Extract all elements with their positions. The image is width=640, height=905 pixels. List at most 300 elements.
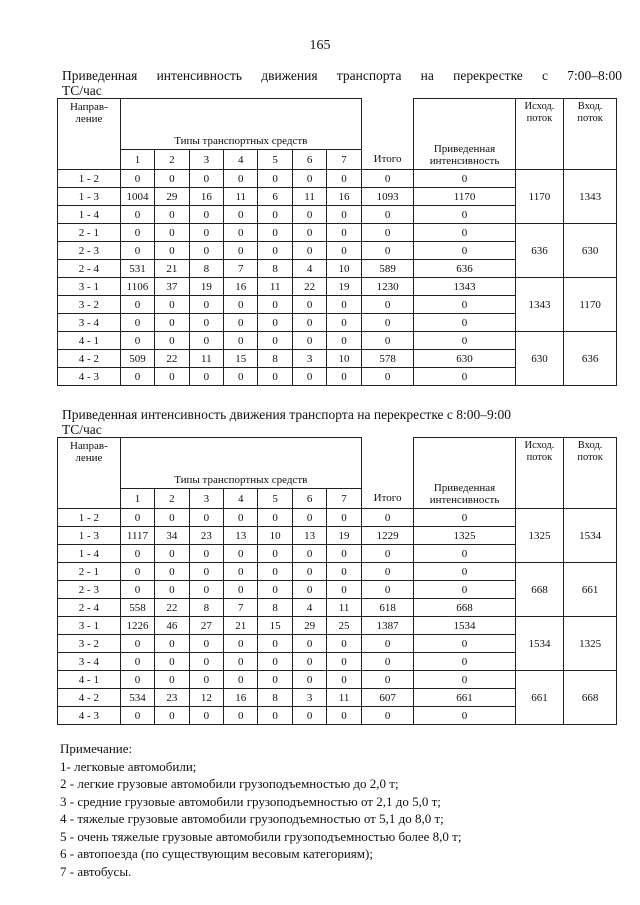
header-outflow-line: поток: [526, 113, 553, 124]
type-6-cell: 22: [292, 278, 326, 296]
reduced-cell: 0: [414, 635, 515, 653]
reduced-cell: 1170: [414, 188, 515, 206]
total-cell: 589: [361, 260, 414, 278]
type-3-cell: 8: [189, 260, 223, 278]
table-row: [58, 563, 617, 581]
type-1-cell: 1226: [120, 617, 154, 635]
direction-cell: 4 - 2: [58, 689, 121, 707]
type-3-cell: 0: [189, 242, 223, 260]
type-6-cell: 0: [292, 635, 326, 653]
type-2-cell: 0: [155, 314, 189, 332]
type-4-cell: 0: [224, 581, 258, 599]
type-6-cell: 0: [292, 509, 326, 527]
type-6-cell: 0: [292, 368, 326, 386]
inflow-cell: 636: [564, 332, 617, 386]
type-7-cell: 0: [327, 170, 361, 188]
header-inflow: [564, 99, 617, 170]
direction-cell: 4 - 3: [58, 368, 121, 386]
type-3-cell: 0: [189, 653, 223, 671]
outflow-cell: 1325: [515, 509, 564, 563]
reduced-cell: 668: [414, 599, 515, 617]
type-6-cell: 13: [292, 527, 326, 545]
total-cell: 0: [361, 581, 414, 599]
type-7-cell: 0: [327, 545, 361, 563]
note-item: 5 - очень тяжелые грузовые автомобили грузоподъемностью более 8,0 т;: [60, 828, 462, 844]
header-outflow-line: Исход.: [524, 101, 555, 112]
type-1-cell: 558: [120, 599, 154, 617]
total-cell: 618: [361, 599, 414, 617]
type-5-cell: 6: [258, 188, 292, 206]
table-row: [58, 224, 617, 242]
type-7-cell: 0: [327, 224, 361, 242]
type-4-cell: 0: [224, 314, 258, 332]
total-cell: 0: [361, 671, 414, 689]
direction-cell: 2 - 3: [58, 581, 121, 599]
header-type-6: 6: [292, 489, 326, 509]
type-2-cell: 0: [155, 368, 189, 386]
total-cell: 0: [361, 635, 414, 653]
type-7-cell: 0: [327, 653, 361, 671]
table-row: [58, 509, 617, 527]
note-item: 6 - автопоезда (по существующим весовым категориям);: [60, 846, 373, 861]
table-2-caption-line1: Приведенная интенсивность движения транспорта на перекрестке с 8:00–9:00: [62, 407, 512, 422]
type-5-cell: 0: [258, 314, 292, 332]
direction-cell: 2 - 4: [58, 260, 121, 278]
direction-cell: 1 - 4: [58, 545, 121, 563]
outflow-cell: 668: [515, 563, 564, 617]
header-type-1: 1: [120, 489, 154, 509]
inflow-cell: 1343: [564, 170, 617, 224]
type-5-cell: 15: [258, 617, 292, 635]
type-1-cell: 1106: [120, 278, 154, 296]
type-7-cell: 0: [327, 296, 361, 314]
type-5-cell: 8: [258, 350, 292, 368]
type-3-cell: 19: [189, 278, 223, 296]
outflow-cell: 1534: [515, 617, 564, 671]
type-5-cell: 0: [258, 206, 292, 224]
type-3-cell: 27: [189, 617, 223, 635]
reduced-cell: 1343: [414, 278, 515, 296]
type-3-cell: 0: [189, 224, 223, 242]
type-2-cell: 0: [155, 242, 189, 260]
direction-cell: 1 - 3: [58, 527, 121, 545]
direction-cell: 3 - 4: [58, 653, 121, 671]
type-4-cell: 11: [224, 188, 258, 206]
total-cell: 1229: [361, 527, 414, 545]
type-4-cell: 0: [224, 563, 258, 581]
type-1-cell: 0: [120, 332, 154, 350]
reduced-cell: 0: [414, 545, 515, 563]
header-direction-line: Направ-: [69, 440, 108, 452]
total-cell: 1230: [361, 278, 414, 296]
outflow-cell: 661: [515, 671, 564, 725]
type-5-cell: 10: [258, 527, 292, 545]
type-3-cell: 0: [189, 563, 223, 581]
type-2-cell: 0: [155, 224, 189, 242]
header-reduced-line: интенсивность: [429, 155, 500, 167]
type-1-cell: 0: [120, 296, 154, 314]
type-5-cell: 0: [258, 224, 292, 242]
type-4-cell: 0: [224, 653, 258, 671]
type-7-cell: 25: [327, 617, 361, 635]
header-reduced-line: Приведенная: [433, 143, 496, 155]
total-cell: 0: [361, 332, 414, 350]
type-7-cell: 0: [327, 206, 361, 224]
direction-cell: 4 - 2: [58, 350, 121, 368]
direction-cell: 3 - 1: [58, 617, 121, 635]
type-6-cell: 0: [292, 545, 326, 563]
type-2-cell: 37: [155, 278, 189, 296]
type-6-cell: 0: [292, 206, 326, 224]
type-6-cell: 0: [292, 242, 326, 260]
direction-cell: 2 - 3: [58, 242, 121, 260]
reduced-cell: 0: [414, 224, 515, 242]
direction-cell: 2 - 4: [58, 599, 121, 617]
type-1-cell: 0: [120, 224, 154, 242]
type-7-cell: 0: [327, 671, 361, 689]
inflow-cell: 630: [564, 224, 617, 278]
type-2-cell: 21: [155, 260, 189, 278]
total-cell: 0: [361, 206, 414, 224]
direction-cell: 3 - 4: [58, 314, 121, 332]
direction-cell: 1 - 3: [58, 188, 121, 206]
type-1-cell: 1004: [120, 188, 154, 206]
header-total-top: [361, 99, 414, 150]
header-type-7: 7: [327, 489, 361, 509]
type-3-cell: 0: [189, 509, 223, 527]
outflow-cell: 1170: [515, 170, 564, 224]
header-reduced: [414, 438, 515, 509]
notes-title: Примечание:: [60, 741, 133, 756]
type-5-cell: 0: [258, 242, 292, 260]
total-cell: 0: [361, 545, 414, 563]
total-cell: 0: [361, 707, 414, 725]
type-3-cell: 0: [189, 314, 223, 332]
header-type-5: 5: [258, 489, 292, 509]
type-1-cell: 0: [120, 635, 154, 653]
type-3-cell: 0: [189, 707, 223, 725]
type-5-cell: 0: [258, 671, 292, 689]
total-cell: 0: [361, 509, 414, 527]
type-5-cell: 0: [258, 509, 292, 527]
header-type-4: 4: [224, 150, 258, 170]
type-2-cell: 0: [155, 671, 189, 689]
type-4-cell: 0: [224, 509, 258, 527]
total-cell: 0: [361, 314, 414, 332]
header-type-1: 1: [120, 150, 154, 170]
type-7-cell: 0: [327, 332, 361, 350]
header-vehicle-types: Типы транспортных средств: [120, 99, 361, 150]
type-5-cell: 0: [258, 296, 292, 314]
type-4-cell: 0: [224, 545, 258, 563]
type-4-cell: 16: [224, 689, 258, 707]
type-2-cell: 0: [155, 332, 189, 350]
type-2-cell: 0: [155, 635, 189, 653]
reduced-cell: 0: [414, 563, 515, 581]
direction-cell: 4 - 1: [58, 332, 121, 350]
header-inflow: [564, 438, 617, 509]
header-reduced-line: интенсивность: [429, 494, 500, 506]
table-2-caption-line2: ТС/час: [62, 422, 102, 437]
type-3-cell: 23: [189, 527, 223, 545]
table-1-caption-line2: ТС/час: [62, 83, 102, 98]
type-5-cell: 0: [258, 368, 292, 386]
type-7-cell: 0: [327, 581, 361, 599]
reduced-cell: 0: [414, 368, 515, 386]
type-1-cell: 534: [120, 689, 154, 707]
type-6-cell: 0: [292, 581, 326, 599]
type-6-cell: 3: [292, 350, 326, 368]
type-2-cell: 29: [155, 188, 189, 206]
direction-cell: 1 - 2: [58, 170, 121, 188]
type-2-cell: 0: [155, 653, 189, 671]
type-6-cell: 4: [292, 599, 326, 617]
header-direction: [58, 99, 121, 170]
type-1-cell: 0: [120, 563, 154, 581]
type-7-cell: 0: [327, 635, 361, 653]
header-type-3: 3: [189, 150, 223, 170]
total-cell: 0: [361, 368, 414, 386]
table-row: [58, 671, 617, 689]
table-row: [58, 170, 617, 188]
notes: [60, 740, 620, 880]
type-1-cell: 0: [120, 206, 154, 224]
direction-cell: 2 - 1: [58, 563, 121, 581]
total-cell: 0: [361, 296, 414, 314]
type-7-cell: 19: [327, 278, 361, 296]
type-3-cell: 16: [189, 188, 223, 206]
type-7-cell: 11: [327, 599, 361, 617]
table-row: [58, 617, 617, 635]
header-inflow-line: Вход.: [577, 440, 603, 451]
type-4-cell: 0: [224, 296, 258, 314]
type-6-cell: 4: [292, 260, 326, 278]
header-type-3: 3: [189, 489, 223, 509]
header-type-6: 6: [292, 150, 326, 170]
reduced-cell: 0: [414, 296, 515, 314]
header-inflow-line: Вход.: [577, 101, 603, 112]
type-1-cell: 0: [120, 653, 154, 671]
header-outflow-line: Исход.: [524, 440, 555, 451]
note-item: 7 - автобусы.: [60, 863, 132, 879]
header-total: Итого: [361, 150, 414, 170]
type-7-cell: 19: [327, 527, 361, 545]
type-5-cell: 11: [258, 278, 292, 296]
direction-cell: 4 - 3: [58, 707, 121, 725]
type-3-cell: 11: [189, 350, 223, 368]
header-outflow: [515, 438, 564, 509]
traffic-table-1: [57, 98, 617, 386]
total-cell: 1387: [361, 617, 414, 635]
reduced-cell: 0: [414, 170, 515, 188]
direction-cell: 4 - 1: [58, 671, 121, 689]
type-6-cell: 0: [292, 224, 326, 242]
type-6-cell: 0: [292, 314, 326, 332]
note-item: 1- легковые автомобили;: [60, 758, 197, 774]
type-3-cell: 0: [189, 581, 223, 599]
inflow-cell: 661: [564, 563, 617, 617]
inflow-cell: 1325: [564, 617, 617, 671]
total-cell: 0: [361, 224, 414, 242]
type-5-cell: 0: [258, 635, 292, 653]
type-2-cell: 0: [155, 563, 189, 581]
type-5-cell: 0: [258, 581, 292, 599]
note-item: 3 - средние грузовые автомобили грузоподъемностью от 2,1 до 5,0 т;: [60, 793, 441, 809]
type-2-cell: 22: [155, 599, 189, 617]
type-7-cell: 10: [327, 260, 361, 278]
type-3-cell: 12: [189, 689, 223, 707]
header-type-4: 4: [224, 489, 258, 509]
type-3-cell: 0: [189, 296, 223, 314]
reduced-cell: 0: [414, 332, 515, 350]
reduced-cell: 0: [414, 206, 515, 224]
total-cell: 0: [361, 170, 414, 188]
type-3-cell: 0: [189, 206, 223, 224]
type-4-cell: 0: [224, 224, 258, 242]
type-4-cell: 21: [224, 617, 258, 635]
page-number: 165: [309, 38, 331, 53]
header-reduced-line: Приведенная: [433, 482, 496, 494]
header-type-5: 5: [258, 150, 292, 170]
header-direction: [58, 438, 121, 509]
type-2-cell: 23: [155, 689, 189, 707]
type-5-cell: 0: [258, 332, 292, 350]
type-1-cell: 0: [120, 581, 154, 599]
total-cell: 0: [361, 653, 414, 671]
type-6-cell: 0: [292, 170, 326, 188]
note-item: 4 - тяжелые грузовые автомобили грузоподъемностью от 5,1 до 8,0 т;: [60, 811, 444, 826]
type-6-cell: 0: [292, 707, 326, 725]
header-direction-line: ление: [75, 452, 103, 464]
direction-cell: 1 - 2: [58, 509, 121, 527]
outflow-cell: 636: [515, 224, 564, 278]
type-5-cell: 0: [258, 653, 292, 671]
type-7-cell: 10: [327, 350, 361, 368]
type-1-cell: 0: [120, 509, 154, 527]
reduced-cell: 0: [414, 242, 515, 260]
type-6-cell: 0: [292, 671, 326, 689]
type-1-cell: 509: [120, 350, 154, 368]
type-4-cell: 0: [224, 671, 258, 689]
type-7-cell: 0: [327, 563, 361, 581]
type-4-cell: 0: [224, 242, 258, 260]
type-4-cell: 0: [224, 635, 258, 653]
header-total: Итого: [361, 489, 414, 509]
inflow-cell: 668: [564, 671, 617, 725]
type-1-cell: 0: [120, 242, 154, 260]
table-1-caption: [62, 68, 622, 98]
table-1-caption-line1: Приведенная интенсивность движения транспорта на перекрестке с 7:00–8:00: [62, 68, 622, 83]
type-7-cell: 0: [327, 242, 361, 260]
type-7-cell: 0: [327, 707, 361, 725]
type-6-cell: 3: [292, 689, 326, 707]
type-2-cell: 0: [155, 707, 189, 725]
note-item: 2 - легкие грузовые автомобили грузоподъемностью до 2,0 т;: [60, 776, 399, 791]
type-5-cell: 0: [258, 170, 292, 188]
reduced-cell: 0: [414, 314, 515, 332]
header-total-top: [361, 438, 414, 489]
type-2-cell: 34: [155, 527, 189, 545]
reduced-cell: 0: [414, 707, 515, 725]
type-3-cell: 0: [189, 170, 223, 188]
type-6-cell: 11: [292, 188, 326, 206]
type-6-cell: 0: [292, 653, 326, 671]
type-2-cell: 46: [155, 617, 189, 635]
total-cell: 1093: [361, 188, 414, 206]
type-7-cell: 11: [327, 689, 361, 707]
direction-cell: 3 - 2: [58, 635, 121, 653]
header-reduced: [414, 99, 515, 170]
type-3-cell: 0: [189, 635, 223, 653]
reduced-cell: 0: [414, 581, 515, 599]
type-1-cell: 1117: [120, 527, 154, 545]
type-4-cell: 13: [224, 527, 258, 545]
type-1-cell: 531: [120, 260, 154, 278]
type-6-cell: 29: [292, 617, 326, 635]
type-4-cell: 0: [224, 206, 258, 224]
direction-cell: 3 - 2: [58, 296, 121, 314]
reduced-cell: 636: [414, 260, 515, 278]
total-cell: 578: [361, 350, 414, 368]
type-2-cell: 0: [155, 296, 189, 314]
type-5-cell: 8: [258, 260, 292, 278]
type-2-cell: 0: [155, 581, 189, 599]
type-2-cell: 0: [155, 170, 189, 188]
table-row: [58, 278, 617, 296]
type-7-cell: 0: [327, 368, 361, 386]
reduced-cell: 1325: [414, 527, 515, 545]
header-type-2: 2: [155, 150, 189, 170]
type-4-cell: 16: [224, 278, 258, 296]
type-4-cell: 15: [224, 350, 258, 368]
reduced-cell: 0: [414, 653, 515, 671]
type-2-cell: 0: [155, 206, 189, 224]
type-4-cell: 0: [224, 170, 258, 188]
header-type-2: 2: [155, 489, 189, 509]
type-5-cell: 8: [258, 689, 292, 707]
type-1-cell: 0: [120, 170, 154, 188]
type-4-cell: 0: [224, 707, 258, 725]
reduced-cell: 0: [414, 509, 515, 527]
type-1-cell: 0: [120, 545, 154, 563]
type-3-cell: 0: [189, 332, 223, 350]
type-1-cell: 0: [120, 368, 154, 386]
type-5-cell: 0: [258, 545, 292, 563]
direction-cell: 3 - 1: [58, 278, 121, 296]
type-5-cell: 8: [258, 599, 292, 617]
header-direction-line: ление: [75, 113, 103, 125]
type-7-cell: 16: [327, 188, 361, 206]
type-3-cell: 0: [189, 545, 223, 563]
type-3-cell: 0: [189, 368, 223, 386]
type-3-cell: 0: [189, 671, 223, 689]
type-2-cell: 22: [155, 350, 189, 368]
type-2-cell: 0: [155, 509, 189, 527]
type-3-cell: 8: [189, 599, 223, 617]
reduced-cell: 0: [414, 671, 515, 689]
type-4-cell: 7: [224, 599, 258, 617]
reduced-cell: 1534: [414, 617, 515, 635]
total-cell: 607: [361, 689, 414, 707]
header-type-7: 7: [327, 150, 361, 170]
inflow-cell: 1534: [564, 509, 617, 563]
type-6-cell: 0: [292, 332, 326, 350]
type-1-cell: 0: [120, 707, 154, 725]
total-cell: 0: [361, 242, 414, 260]
total-cell: 0: [361, 563, 414, 581]
header-outflow-line: поток: [526, 452, 553, 463]
table-2-caption: [62, 407, 622, 437]
